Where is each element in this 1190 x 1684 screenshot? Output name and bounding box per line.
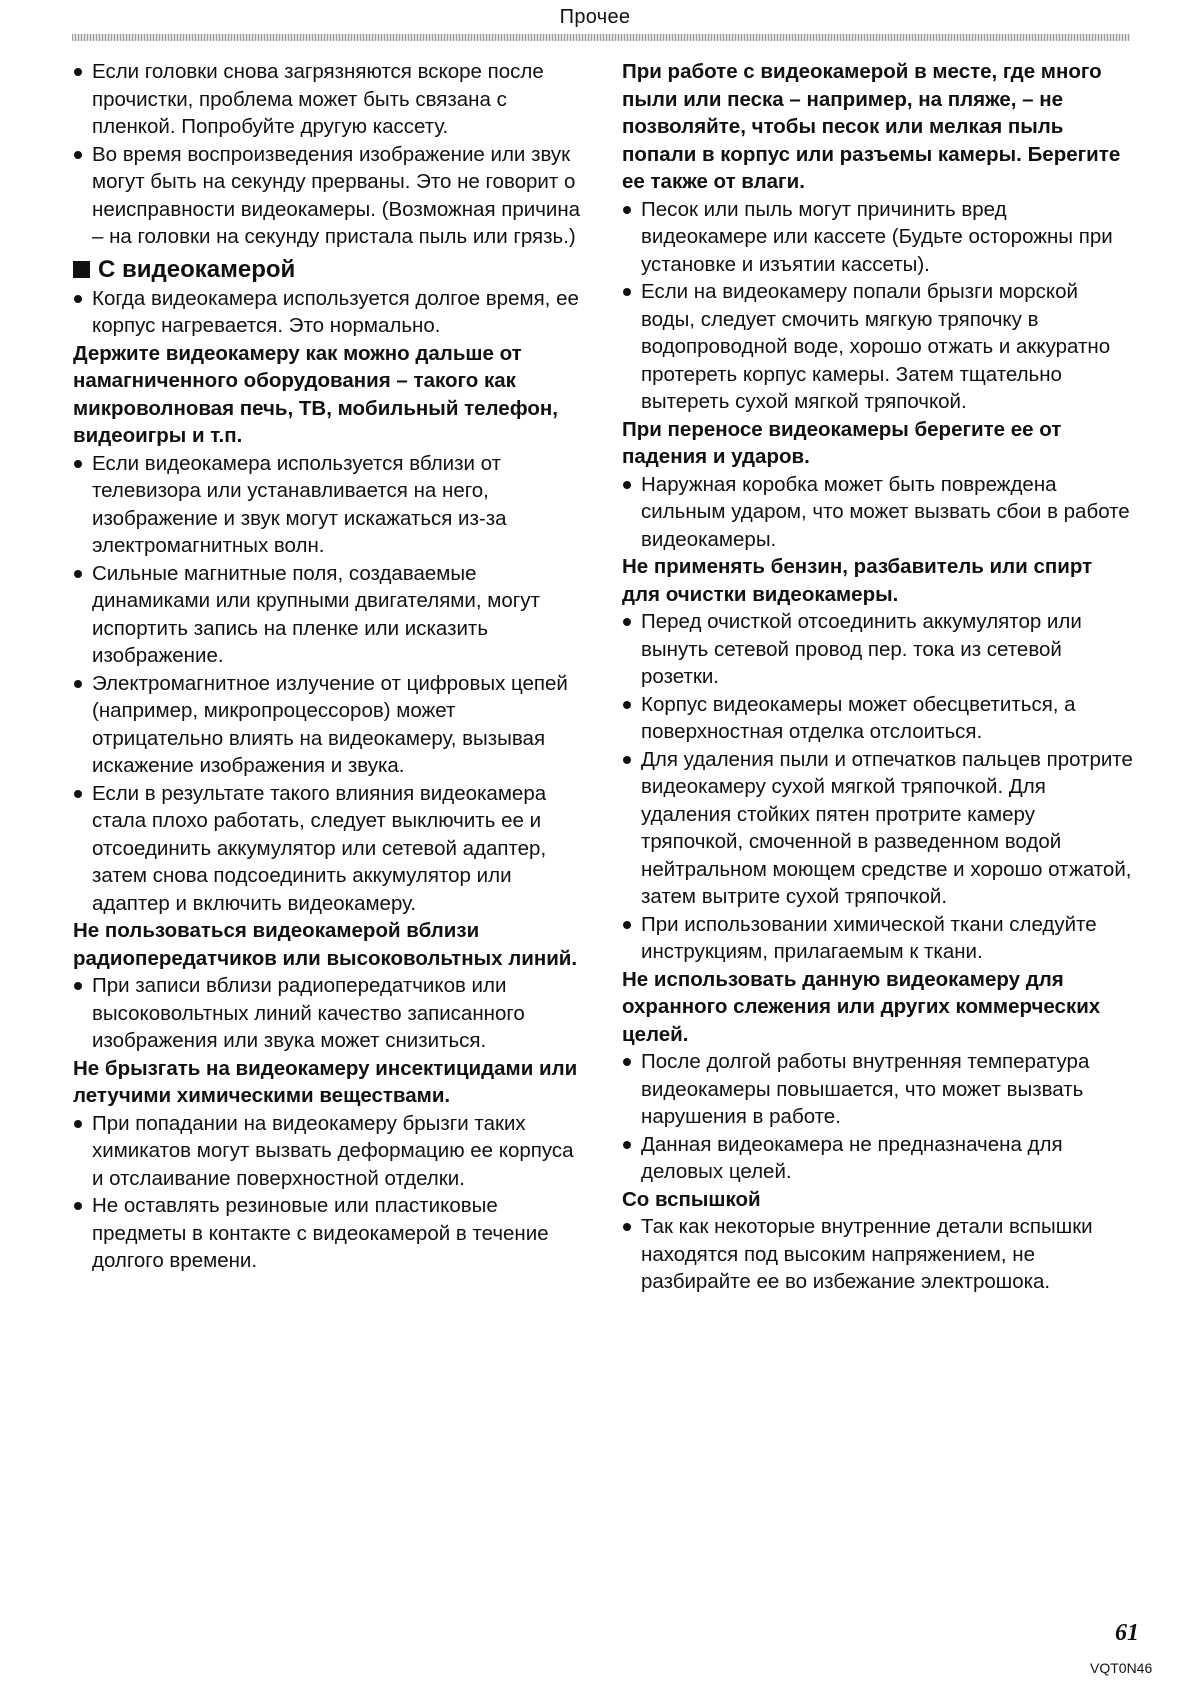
list-item: Если в результате такого влияния видеокамера стала плохо работать, следует выключить ее и отсоединить аккумулятор или сетевой адаптер, затем снова подсоединить аккумулятор или адаптер и включить видеокамеру. xyxy=(73,780,585,918)
subheading-dust: При работе с видеокамерой в месте, где много пыли или песка – например, на пляже, – не позволяйте, чтобы песок или мелкая пыль попали в корпус или разъемы камеры. Берегите ее также от влаги. xyxy=(622,60,1121,193)
subheading-magnetic: Держите видеокамеру как можно дальше от намагниченного оборудования – такого как микроволновая печь, ТВ, мобильный телефон, видеоигры и т.п. xyxy=(73,341,558,447)
page-number: 61 xyxy=(1115,1620,1139,1646)
list-item: Данная видеокамера не предназначена для деловых целей. xyxy=(622,1131,1134,1186)
list-item: После долгой работы внутренняя температура видеокамеры повышается, что может вызвать нарушения в работе. xyxy=(622,1048,1134,1131)
list-item: Для удаления пыли и отпечатков пальцев протрите видеокамеру сухой мягкой тряпочкой. Для удаления стойких пятен протрите камеру тряпочкой, смоченной в разведенном водой нейтральном моющем средстве и хорошо отжатой, затем вытрите сухой тряпочкой. xyxy=(622,746,1134,911)
page-header-title: Прочее xyxy=(559,6,631,28)
list-item: При записи вблизи радиопередатчиков или высоковольтных линий качество записанного изображения или звука может снизиться. xyxy=(73,972,585,1055)
subheading-flash: Со вспышкой xyxy=(622,1187,761,1211)
header-divider xyxy=(72,34,1130,41)
list-item: Электромагнитное излучение от цифровых цепей (например, микропроцессоров) может отрицательно влиять на видеокамеру, вызывая искажение изображения и звука. xyxy=(73,670,585,780)
list-item: Если на видеокамеру попали брызги морской воды, следует смочить мягкую тряпочку в водопроводной воде, хорошо отжать и аккуратно протереть корпус камеры. Затем тщательно вытереть сухой мягкой тряпочкой. xyxy=(622,278,1134,416)
list-item: Сильные магнитные поля, создаваемые динамиками или крупными двигателями, могут испортить запись на пленке или исказить изображение. xyxy=(73,560,585,670)
left-column xyxy=(73,58,585,1275)
list-item: Когда видеокамера используется долгое время, ее корпус нагревается. Это нормально. xyxy=(73,285,585,340)
subheading-chemicals: Не брызгать на видеокамеру инсектицидами или летучими химическими веществами. xyxy=(73,1056,578,1107)
list-item: При использовании химической ткани следуйте инструкциям, прилагаемым к ткани. xyxy=(622,911,1134,966)
list-item: При попадании на видеокамеру брызги таких химикатов могут вызвать деформацию ее корпуса и отслаивание поверхностной отделки. xyxy=(73,1110,585,1193)
list-item: Если видеокамера используется вблизи от телевизора или устанавливается на него, изображение и звук могут искажаться из-за электромагнитных волн. xyxy=(73,450,585,560)
subheading-radio: Не пользоваться видеокамерой вблизи радиопередатчиков или высоковольтных линий. xyxy=(73,919,578,970)
list-item: Песок или пыль могут причинить вред видеокамере или кассете (Будьте осторожны при установке и изъятии кассеты). xyxy=(622,196,1134,279)
square-bullet-icon xyxy=(73,261,90,278)
list-item: Перед очисткой отсоединить аккумулятор или вынуть сетевой провод пер. тока из сетевой розетки. xyxy=(622,608,1134,691)
list-item: Не оставлять резиновые или пластиковые предметы в контакте с видеокамерой в течение долгого времени. xyxy=(73,1192,585,1275)
subheading-cleaning: Не применять бензин, разбавитель или спирт для очистки видеокамеры. xyxy=(622,555,1093,606)
list-item: Во время воспроизведения изображение или звук могут быть на секунду прерваны. Это не говорит о неисправности видеокамеры. (Возможная причина – на головки на секунду пристала пыль или грязь.) xyxy=(73,141,585,251)
right-column xyxy=(622,58,1134,1296)
section-heading-text: С видеокамерой xyxy=(98,255,296,283)
list-item: Корпус видеокамеры может обесцветиться, а поверхностная отделка отслоиться. xyxy=(622,691,1134,746)
subheading-carry: При переносе видеокамеры берегите ее от падения и ударов. xyxy=(622,417,1062,468)
list-item: Если головки снова загрязняются вскоре после прочистки, проблема может быть связана с пленкой. Попробуйте другую кассету. xyxy=(73,58,585,141)
list-item: Так как некоторые внутренние детали вспышки находятся под высоким напряжением, не разбирайте ее во избежание электрошока. xyxy=(622,1213,1134,1296)
section-heading xyxy=(73,255,585,285)
subheading-commercial: Не использовать данную видеокамеру для охранного слежения или других коммерческих целей. xyxy=(622,967,1101,1046)
list-item: Наружная коробка может быть повреждена сильным ударом, что может вызвать сбои в работе видеокамеры. xyxy=(622,471,1134,554)
document-code: VQT0N46 xyxy=(1090,1660,1153,1676)
